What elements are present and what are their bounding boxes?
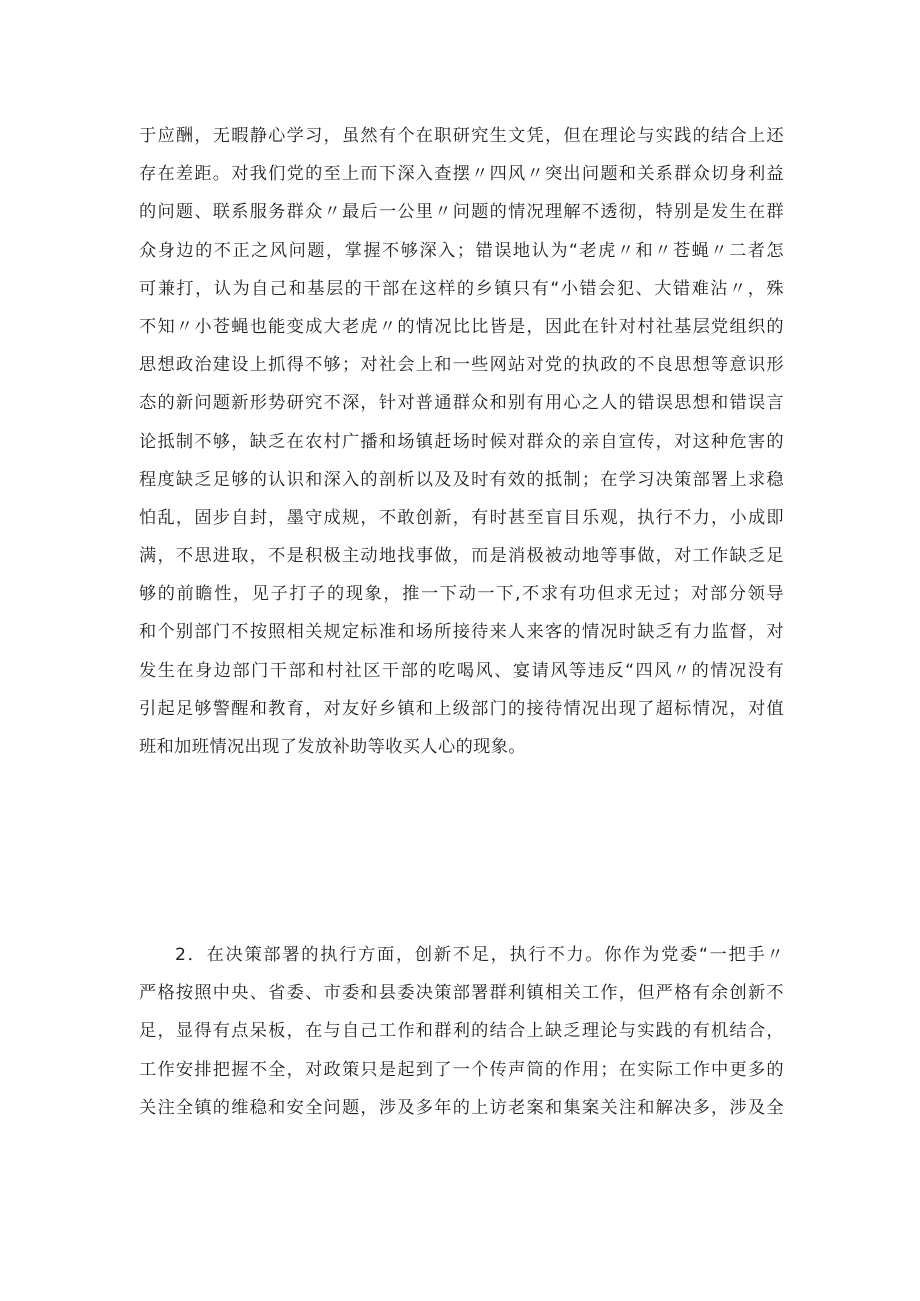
text-line: 态的新问题新形势研究不深，针对普通群众和别有用心之人的错误思想和错误言 (139, 393, 784, 414)
text-line: 论抵制不够，缺乏在农村广播和场镇赶场时候对群众的亲自宣传，对这种危害的 (139, 431, 784, 452)
text-line: 众身边的不正之风问题，掌握不够深入；错误地认为“老虎〃和〃苍蝇〃二者怎 (139, 240, 784, 261)
text-line: 够的前瞻性，见子打子的现象，推一下动一下,不求有功但求无过；对部分领导 (139, 584, 784, 605)
text-line: 于应酬，无暇静心学习，虽然有个在职研究生文凭，但在理论与实践的结合上还 (139, 126, 784, 146)
text-line: 严格按照中央、省委、市委和县委决策部署群利镇相关工作，但严格有余创新不 (139, 983, 784, 1004)
text-line: 存在差距。对我们党的至上而下深入查摆〃四风〃突出问题和关系群众切身利益 (139, 164, 784, 185)
paragraph-2 (139, 936, 784, 1127)
text-line: 引起足够警醒和教育，对友好乡镇和上级部门的接待情况出现了超标情况，对值 (139, 698, 784, 719)
text-line: 工作安排把握不全，对政策只是起到了一个传声筒的作用；在实际工作中更多的 (139, 1059, 784, 1080)
text-line: 的问题、联系服务群众〃最后一公里〃问题的情况理解不透彻，特别是发生在群 (139, 202, 784, 223)
text-line: 2．在决策部署的执行方面，创新不足，执行不力。你作为党委“一把手〃 (175, 945, 784, 965)
text-line: 关注全镇的维稳和安全问题，涉及多年的上访老案和集案关注和解决多，涉及全 (139, 1097, 784, 1118)
text-line: 怕乱，固步自封，墨守成规，不敢创新，有时甚至盲目乐观，执行不力，小成即 (139, 507, 784, 528)
text-line: 班和加班情况出现了发放补助等收买人心的现象。 (139, 737, 526, 757)
paragraph-1 (139, 117, 784, 766)
text-line: 和个别部门不按照相关规定标准和场所接待来人来客的情况时缺乏有力监督，对 (139, 622, 784, 643)
text-line: 发生在身边部门干部和村社区干部的吃喝风、宴请风等违反“四风〃的情况没有 (139, 660, 784, 681)
text-line: 可兼打，认为自己和基层的干部在这样的乡镇只有“小错会犯、大错难沾〃，殊 (139, 278, 784, 299)
text-line: 足，显得有点呆板，在与自己工作和群利的结合上缺乏理论与实践的有机结合， (139, 1021, 784, 1042)
text-line: 程度缺乏足够的认识和深入的剖析以及及时有效的抵制；在学习决策部署上求稳 (139, 469, 784, 490)
text-line: 不知〃小苍蝇也能变成大老虎〃的情况比比皆是，因此在针对村社基层党组织的 (139, 316, 784, 337)
text-line: 满，不思进取，不是积极主动地找事做，而是消极被动地等事做，对工作缺乏足 (139, 546, 784, 567)
text-line: 思想政治建设上抓得不够；对社会上和一些网站对党的执政的不良思想等意识形 (139, 355, 784, 376)
